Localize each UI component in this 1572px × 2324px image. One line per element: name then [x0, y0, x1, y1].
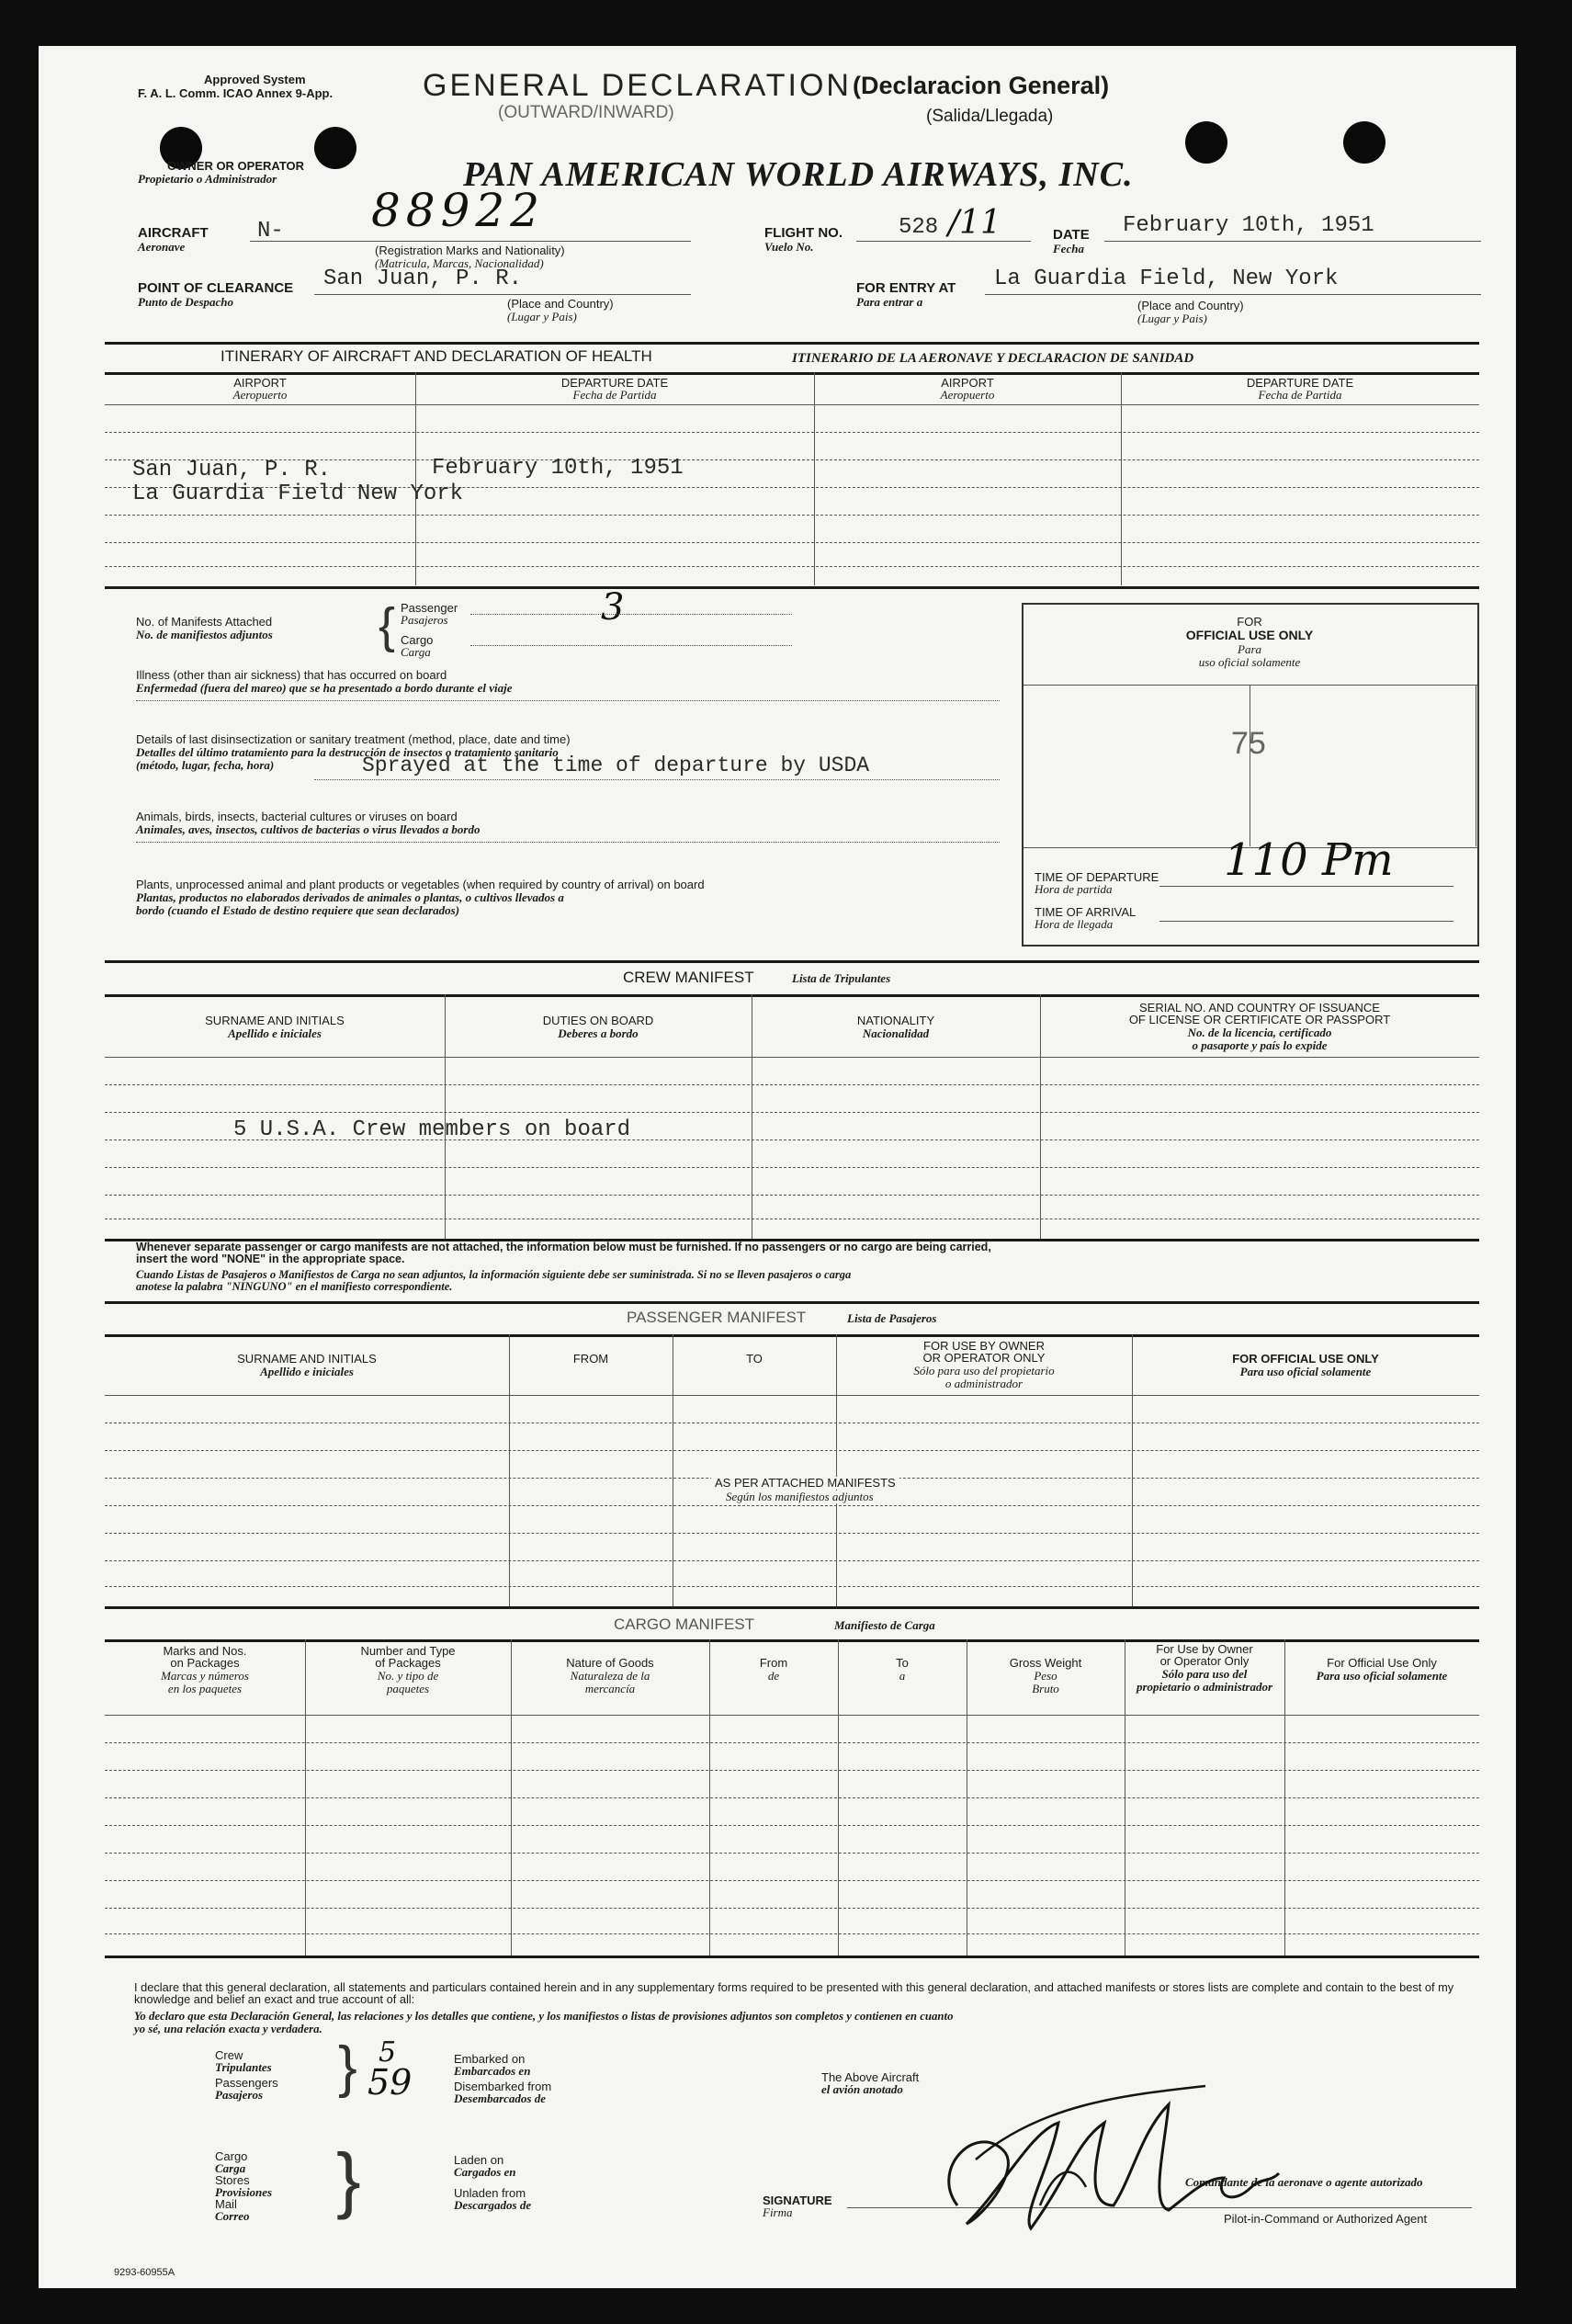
col-airport-1: AIRPORT — [233, 376, 287, 390]
signature-label: SIGNATURE — [763, 2194, 832, 2207]
pax-col-from: FROM — [572, 1352, 609, 1366]
clearance-label-es: Punto de Despacho — [138, 295, 233, 309]
declaration-text-es: Yo declaro que esta Declaración General, las relaciones y los detalles que contiene, y los manifiestos o listas de provisiones adjuntos son completos y contienen en cuanto — [134, 2010, 954, 2023]
col-airport-2: AIRPORT — [941, 376, 994, 390]
arrival-time-label: TIME OF ARRIVAL — [1035, 905, 1137, 919]
cargo-label: Cargo — [401, 633, 434, 647]
flight-date: February 10th, 1951 — [1123, 213, 1374, 238]
cargo-col-owner: For Use by Owner — [1156, 1642, 1253, 1656]
aircraft-label-es: Aeronave — [138, 240, 186, 254]
aircraft-prefix: N- — [257, 219, 284, 244]
laden-label: Laden on — [454, 2153, 504, 2167]
manifests-label: No. of Manifests Attached — [136, 615, 273, 629]
passenger-title-es: Lista de Pasajeros — [847, 1311, 937, 1325]
punch-hole — [1185, 121, 1227, 164]
itinerary-title-es: ITINERARIO DE LA AERONAVE Y DECLARACION DE SANIDAD — [792, 351, 1194, 366]
flight-number-hand: /11 — [948, 204, 1001, 242]
passenger-title: PASSENGER MANIFEST — [627, 1309, 807, 1326]
departure-time-label: TIME OF DEPARTURE — [1035, 870, 1159, 884]
place-note2: (Place and Country) — [1137, 299, 1244, 312]
cargo-title-es: Manifiesto de Carga — [834, 1618, 935, 1632]
official-stamp: 75 — [1231, 726, 1266, 761]
disinsect-value: Sprayed at the time of departure by USDA — [362, 754, 870, 777]
departure-time-value: 110 Pm — [1224, 834, 1394, 886]
signature-caption: Pilot-in-Command or Authorized Agent — [1224, 2212, 1428, 2226]
cargo-title: CARGO MANIFEST — [614, 1615, 755, 1633]
passenger-count-value: 59 — [368, 2062, 413, 2103]
pax-col-surname: SURNAME AND INITIALS — [237, 1352, 377, 1366]
place-note-es: (Lugar y Pais) — [507, 310, 577, 323]
form-subtitle: (OUTWARD/INWARD) — [498, 103, 674, 122]
date-label-es: Fecha — [1053, 242, 1084, 255]
place-note2-es: (Lugar y Pais) — [1137, 312, 1207, 325]
flight-label-es: Vuelo No. — [764, 240, 814, 254]
plants-label-es: Plantas, productos no elaborados derivados de animales o plantas, o cultivos llevados a — [136, 890, 564, 904]
above-aircraft-label: The Above Aircraft — [821, 2070, 920, 2084]
crew-count-value: 5 — [379, 2036, 397, 2069]
signature-caption-es: Comandante de la aeronave o agente autorizado — [1185, 2175, 1423, 2189]
crew-col-license: SERIAL NO. AND COUNTRY OF ISSUANCE — [1139, 1001, 1380, 1015]
cargo-col-to: To — [896, 1656, 909, 1670]
disembarked-label: Disembarked from — [454, 2080, 552, 2093]
crew-col-nationality: NATIONALITY — [856, 1014, 935, 1027]
disinsect-label-es: Detalles del último tratamiento para la destrucción de insectos o tratamiento sanitario — [136, 745, 559, 759]
disinsect-label: Details of last disinsectization or sanitary treatment (method, place, date and time) — [136, 732, 571, 746]
unladen-label: Unladen from — [454, 2186, 526, 2200]
pax-col-official: FOR OFFICIAL USE ONLY — [1232, 1352, 1379, 1366]
clearance-value: San Juan, P. R. — [323, 266, 523, 291]
registration-note: (Registration Marks and Nationality) — [375, 244, 565, 257]
attached-manifests-stamp: AS PER ATTACHED MANIFESTS — [711, 1477, 899, 1490]
manifests-label-es: No. de manifiestos adjuntos — [136, 628, 273, 641]
passenger-count-label: Passengers — [215, 2076, 278, 2090]
passenger-label: Passenger — [401, 601, 458, 615]
cargo-col-marks: Marks and Nos. — [163, 1644, 247, 1658]
mail-label: Mail — [215, 2197, 237, 2211]
crew-count-label: Crew — [215, 2048, 243, 2062]
pax-col-to: TO — [746, 1352, 763, 1366]
place-note: (Place and Country) — [507, 297, 614, 311]
official-use-title: OFFICIAL USE ONLY — [1185, 628, 1314, 642]
form-subtitle-es: (Salida/Llegada) — [926, 107, 1054, 126]
animals-label-es: Animales, aves, insectos, cultivos de bacterias o virus llevados a bordo — [136, 822, 481, 836]
registration-note-es: (Matricula, Marcas, Nacionalidad) — [375, 256, 544, 270]
declaration-text: I declare that this general declaration, all statements and particulars contained herein and in any supplementary forms required to be presented with this general declaration, and attached manifests or stores lists are complete and contain to the best of my — [134, 1980, 1454, 1994]
col-departure-2: DEPARTURE DATE — [1246, 376, 1354, 390]
itinerary-date-1: February 10th, 1951 — [432, 456, 684, 481]
form-title-es: (Declaracion General) — [853, 72, 1110, 99]
owner-label: OWNER OR OPERATOR — [167, 159, 305, 173]
cargo-col-number: Number and Type — [360, 1644, 456, 1658]
cargo-col-weight: Gross Weight — [1009, 1656, 1082, 1670]
clearance-label: POINT OF CLEARANCE — [138, 280, 294, 296]
cargo-col-from: From — [759, 1656, 788, 1670]
entry-label: FOR ENTRY AT — [856, 280, 956, 296]
embarked-label: Embarked on — [454, 2052, 526, 2066]
approved-annex: F. A. L. Comm. ICAO Annex 9-App. — [138, 86, 334, 100]
crew-col-duties: DUTIES ON BOARD — [542, 1014, 654, 1027]
punch-hole — [314, 127, 356, 169]
cargo-col-official: For Official Use Only — [1327, 1656, 1437, 1670]
form-title: GENERAL DECLARATION — [423, 68, 852, 103]
owner-label-es: Propietario o Administrador — [138, 172, 277, 186]
crew-title-es: Lista de Tripulantes — [792, 971, 891, 985]
illness-label-es: Enfermedad (fuera del mareo) que se ha presentado a bordo durante el viaje — [136, 681, 513, 695]
declaration-form: Approved System F. A. L. Comm. ICAO Annex 9-App. GENERAL DECLARATION (Declaracion General) (OUTWARD/INWARD) (Salida/Llegada) OWNER OR OPERATOR Propietario o Administrador PAN AMERICAN WORLD AIRWAYS, INC. AIRCRAFT Aeronave N- 88922 (Registration Marks and Nationality) (Matricula, Marcas, Nacionalidad) FLIGHT NO. Vuelo No. 528 /11 DATE Fecha February 10th, 1951 POINT OF CLEARANCE Punto de Despacho San Juan, P. R. (Place and Country) (Lugar y Pais) FOR ENTRY AT Para entrar a La Guardia Field, New York (Place and Country) (Lugar y Pais) ITINERARY OF AIRCRAFT AND DECLARATION OF HEALTH ITINERARIO DE LA AERONAVE Y DECLARACION DE SANIDAD AIRPORT Aeropuerto DEPARTURE DATE Fecha de Partida AIRPORT Aeropuerto DEPARTURE DATE Fecha de Partida San Juan, P. R. February 10th, 1951 La Guardia Field New York No. of Manifests Attached No. de manifiestos adjuntos { Passenger Pasajeros Cargo Carga 3 Illness (other than air sickness) that has occurred on board Enfermedad (fuera del mareo) que se ha presentado a bordo durante el viaje Details of last disinsectization or sanitary treatment (method, place, date and time) Detalles del último tratamiento para la destrucción de insectos o tratamiento sanitario (método, lugar, fecha, hora) Sprayed at the time of departure by USDA Animals, birds, insects, bacterial cultures or viruses on board Animales, aves, insectos, cultivos de bacterias o virus llevados a bordo Plants, unprocessed animal and plant products or vegetables (when required by country of arrival) on board Plantas, productos no elaborados derivados de animales o plantas, o cultivos llevados a bordo (cuando el Estado de destino requiere que sean declarados) FOR OFFICIAL USE ONLY Para uso oficial solamente 75 TIME OF DEPARTURE Hora de partida 110 Pm TIME OF ARRIVAL Hora de llegada CREW MANIFEST Lista de Tripulantes SURNAME AND INITIALS Apellido e iniciales DUTIES ON BOARD Deberes a bordo NATIONALITY Nacionalidad SERIAL NO. AND COUNTRY OF ISSUANCE OF LICENSE OR CERTIFICATE OR PASSPORT No. de la licencia, certificado o pasaporte y país lo expide 5 U.S.A. Crew members on board Whenever separate passenger or cargo manifests are not attached, the information below must be furnished. If no passengers or no cargo are being carried, insert the word "NONE" in the appropriate space. Cuando Listas de Pasajeros o Manifiestos de Carga no sean adjuntos, la información siguiente debe ser suministrada. Si no se lleven pasajeros o carga anotese la palabra "NINGUNO" en el manifiesto correspondiente. PASSENGER MANIFEST Lista de Pasajeros SURNAME AND INITIALS Apellido e iniciales FROM TO FOR USE BY OWNER OR OPERATOR ONLY Sólo para uso del propietario o administrador FOR OFFICIAL USE ONLY Para uso oficial solamente AS PER ATTACHED MANIFESTS Según los manifiestos adjuntos CARGO MANIFEST Manifiesto de Carga Marks and Nos. on Packages Marcas y números en los paquetes Number and Type of Packages No. y tipo de paquetes Nature of Goods Naturaleza de la mercancía From de To a Gross Weight Peso Bruto For Use by Owner or Operator Only Sólo para uso del propietario o administrador For Official Use Only Para uso oficial solamente I declare that this general declaration, all statements and particulars contained herein and in any supplementary forms required to be presented with this general declaration, and attached manifests or stores lists are complete and contain to the best of my knowledge and belief an exact and true account of all: Yo declaro que esta Declaración General, las relaciones y los detalles que contiene, y los manifiestos o listas de provisiones adjuntos son completos y contienen en cuanto yo sé, una relación exacta y verdadera. Crew Tripulantes Passengers Pasajeros } 5 59 Embarked on Embarcados en Disembarked from Desembarcados de Cargo Carga Stores Provisiones Mail Correo } Laden on Cargados en Unladen from Descargados de The Above Aircraft el avión anotado SIGNATURE Firma Comandante de la aeronave o agente autorizado Pilot-in-Command or Authorized Agent 9293-60955A — [39, 46, 1516, 2288]
passenger-manifest-count: 3 — [601, 586, 625, 629]
crew-note-1: Whenever separate passenger or cargo manifests are not attached, the information below must be furnished. If no passengers or no cargo are being carried, — [136, 1241, 991, 1253]
illness-label: Illness (other than air sickness) that has occurred on board — [136, 668, 447, 682]
itinerary-airport-2: La Guardia Field New York — [132, 482, 464, 506]
itinerary-title: ITINERARY OF AIRCRAFT AND DECLARATION OF HEALTH — [221, 347, 652, 365]
aircraft-label: AIRCRAFT — [138, 225, 209, 241]
pax-col-owner: FOR USE BY OWNER — [923, 1339, 1045, 1353]
entry-label-es: Para entrar a — [856, 295, 923, 309]
col-departure-1: DEPARTURE DATE — [560, 376, 669, 390]
plants-label: Plants, unprocessed animal and plant products or vegetables (when required by country of arrival) on board — [136, 878, 705, 891]
punch-hole — [1343, 121, 1385, 164]
crew-note-es: Cuando Listas de Pasajeros o Manifiestos de Carga no sean adjuntos, la información siguiente debe ser suministrada. Si no se lleven pasajeros o carga — [136, 1268, 852, 1281]
stores-label: Stores — [215, 2173, 250, 2187]
crew-col-surname: SURNAME AND INITIALS — [205, 1014, 345, 1027]
cargo-count-label: Cargo — [215, 2149, 248, 2163]
aircraft-registration: 88922 — [371, 184, 546, 237]
entry-value: La Guardia Field, New York — [994, 266, 1339, 291]
crew-title: CREW MANIFEST — [623, 969, 754, 986]
date-label: DATE — [1053, 227, 1090, 243]
approved-system: Approved System — [204, 73, 306, 86]
crew-entry: 5 U.S.A. Crew members on board — [233, 1117, 631, 1142]
airline-name: PAN AMERICAN WORLD AIRWAYS, INC. — [463, 155, 1134, 194]
form-number: 9293-60955A — [114, 2267, 175, 2278]
animals-label: Animals, birds, insects, bacterial cultures or viruses on board — [136, 810, 458, 823]
flight-label: FLIGHT NO. — [764, 225, 843, 241]
itinerary-airport-1: San Juan, P. R. — [132, 458, 332, 482]
cargo-col-nature: Nature of Goods — [566, 1656, 654, 1670]
flight-number: 528 — [899, 215, 939, 240]
